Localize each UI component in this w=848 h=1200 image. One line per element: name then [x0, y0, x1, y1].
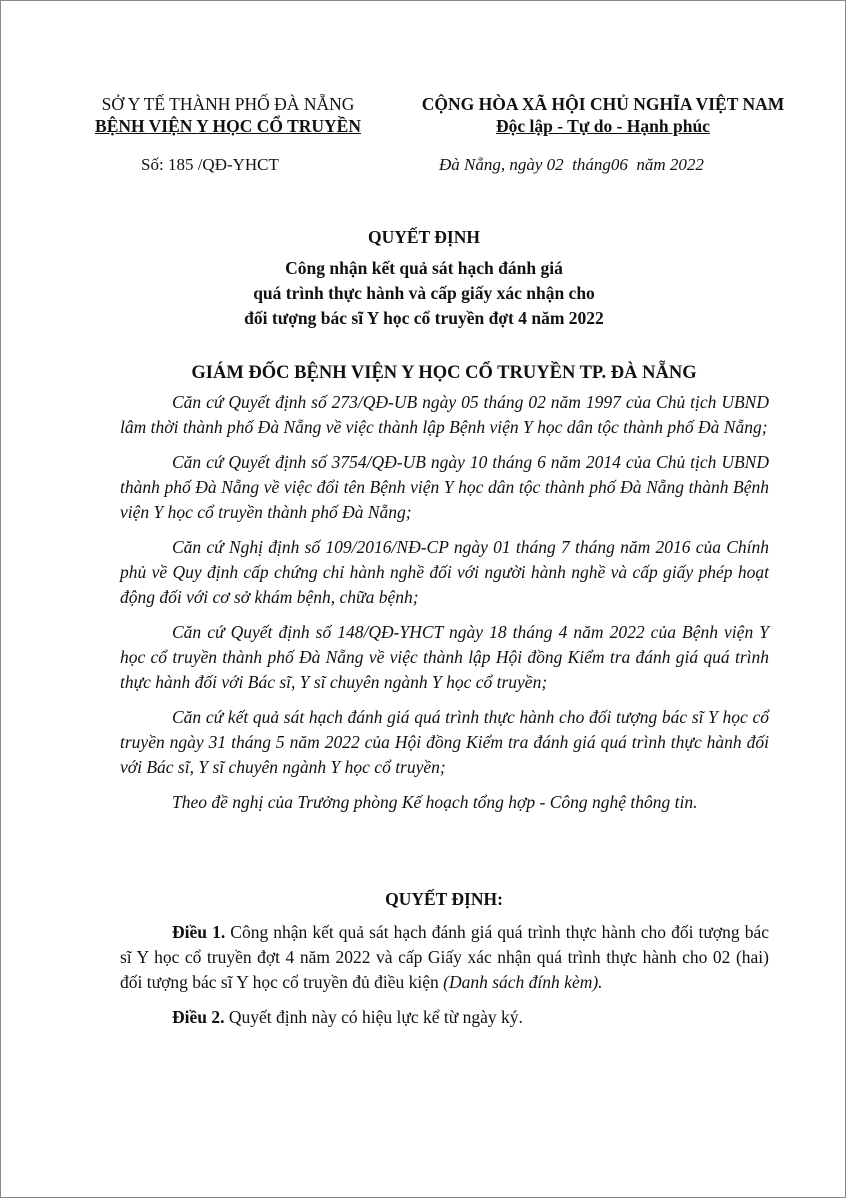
preamble-paragraph: Căn cứ Quyết định số 148/QĐ-YHCT ngày 18 tháng 4 năm 2022 của Bệnh viện Y học cổ truyền thành phố Đà Nẵng về việc thành lập Hội đồng Kiểm tra đánh giá quá trình thực hành đối với Bác sĩ, Y sĩ chuyên ngành Y học cổ truyền; [120, 622, 769, 692]
article-1 [120, 920, 769, 995]
article-2-label: Điều 2. [172, 1007, 225, 1027]
decision-heading: QUYẾT ĐỊNH: [385, 889, 503, 909]
preamble-paragraph: Theo đề nghị của Trưởng phòng Kế hoạch tổng hợp - Công nghệ thông tin. [172, 792, 698, 812]
issuer-hospital: BỆNH VIỆN Y HỌC CỔ TRUYỀN [95, 116, 361, 136]
director-heading: GIÁM ĐỐC BỆNH VIỆN Y HỌC CỔ TRUYỀN TP. ĐÀ NẴNG [191, 363, 697, 383]
preamble-paragraph: Căn cứ Nghị định số 109/2016/NĐ-CP ngày 01 tháng 7 tháng năm 2016 của Chính phủ về Quy định cấp chứng chỉ hành nghề đối với người hành nghề và cấp giấy phép hoạt động đối với cơ sở khám bệnh, chữa bệnh; [120, 537, 769, 607]
date-day: 02 [546, 155, 564, 174]
number-suffix: /QĐ-YHCT [193, 155, 279, 174]
title-sub-3: đối tượng bác sĩ Y học cổ truyền đợt 4 năm 2022 [244, 308, 604, 328]
national-header [399, 93, 807, 137]
issuer-department: SỞ Y TẾ THÀNH PHỐ ĐÀ NẴNG [101, 94, 355, 114]
date-year-label: năm 2022 [627, 155, 704, 174]
number-prefix: Số: [141, 155, 168, 174]
title-main: QUYẾT ĐỊNH [368, 227, 480, 247]
article-1-note: (Danh sách đính kèm). [443, 972, 603, 992]
preamble-paragraph: Căn cứ Quyết định số 3754/QĐ-UB ngày 10 tháng 6 năm 2014 của Chủ tịch UBND thành phố Đà Nẵng về việc đổi tên Bệnh viện Y học dân tộc thành phố Đà Nẵng thành Bệnh viện Y học cổ truyền thành phố Đà Nẵng; [120, 452, 769, 522]
document-date [439, 155, 704, 175]
title-sub-2: quá trình thực hành và cấp giấy xác nhận cho [253, 283, 595, 303]
date-prefix: Đà Nẵng, ngày [439, 155, 547, 174]
number-value: 185 [167, 155, 194, 174]
article-2 [120, 1005, 769, 1030]
national-title: CỘNG HÒA XÃ HỘI CHỦ NGHĨA VIỆT NAM [421, 94, 785, 114]
date-month: 06 [610, 155, 628, 174]
document-number [141, 155, 279, 175]
article-2-text: Quyết định này có hiệu lực kể từ ngày ký. [224, 1007, 523, 1027]
preamble [120, 390, 769, 825]
articles [120, 920, 769, 1040]
preamble-paragraph: Căn cứ Quyết định số 273/QĐ-UB ngày 05 tháng 02 năm 1997 của Chủ tịch UBND lâm thời thành phố Đà Nẵng về việc thành lập Bệnh viện Y học dân tộc thành phố Đà Nẵng; [120, 392, 769, 437]
preamble-paragraph: Căn cứ kết quả sát hạch đánh giá quá trình thực hành cho đối tượng bác sĩ Y học cổ truyền ngày 31 tháng 5 năm 2022 của Hội đồng Kiểm tra đánh giá quá trình thực hành đối với Bác sĩ, Y sĩ chuyên ngành Y học cổ truyền; [120, 707, 769, 777]
article-1-label: Điều 1. [172, 922, 226, 942]
issuer-header [73, 93, 383, 137]
national-motto: Độc lập - Tự do - Hạnh phúc [496, 116, 710, 136]
document-title [1, 225, 847, 331]
date-month-label: tháng [563, 155, 611, 174]
article-1-text: Công nhận kết quả sát hạch đánh giá quá trình thực hành cho đối tượng bác sĩ Y học cổ truyền đợt 4 năm 2022 và cấp Giấy xác nhận quá trình thực hành cho 02 (hai) đối tượng bác sĩ Y học cổ truyền đủ điều kiện [120, 922, 769, 992]
title-sub-1: Công nhận kết quả sát hạch đánh giá [285, 258, 563, 278]
